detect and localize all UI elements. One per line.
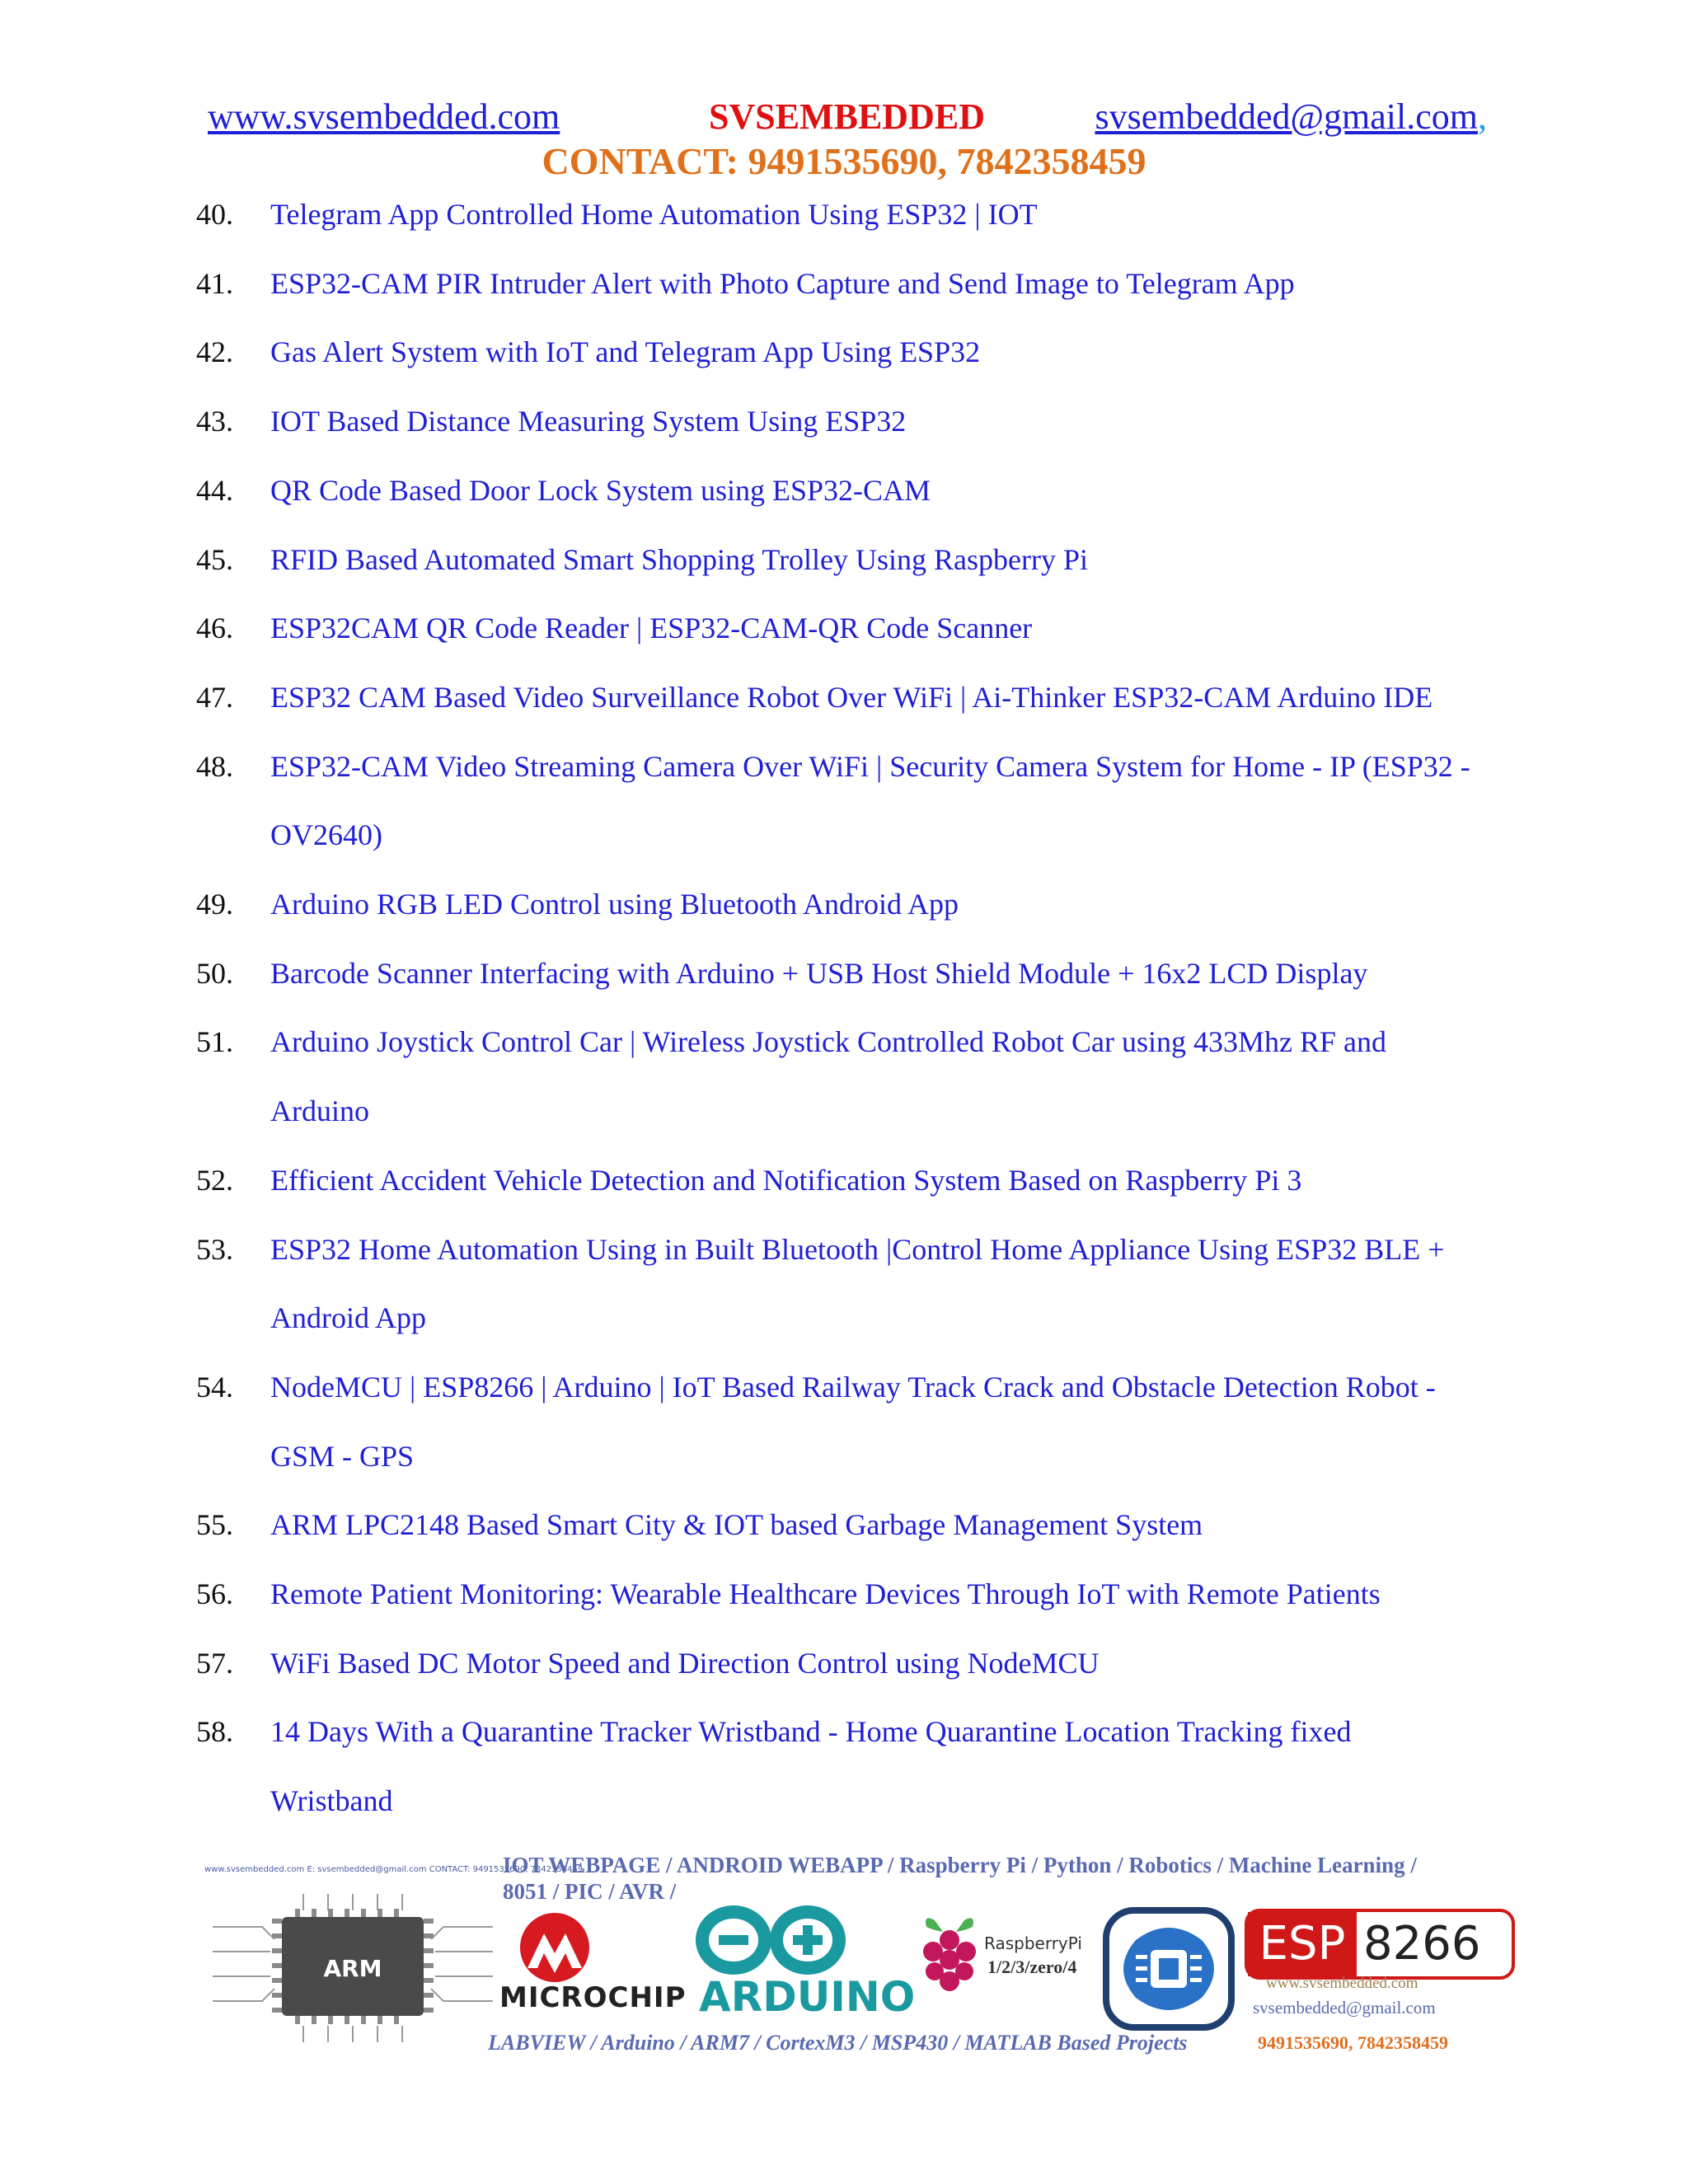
microchip-logo-icon [509,1910,600,1985]
banner-projects-line: LABVIEW / Arduino / ARM7 / CortexM3 / MSP430 / MATLAB Based Projects [488,2031,1188,2055]
list-item-title[interactable]: QR Code Based Door Lock System using ESP32-CAM [270,474,931,507]
arduino-logo-icon [692,1904,849,1976]
list-item [0,1017,1688,1066]
list-item [0,466,1688,515]
list-item-title[interactable]: Arduino RGB LED Control using Bluetooth Android App [270,888,959,921]
list-item-number: 57. [196,1647,233,1680]
list-item-number: 40. [196,198,233,231]
contact-line: CONTACT: 9491535690, 7842358459 [542,140,1146,182]
list-item-continuation [0,1432,1688,1481]
list-item-title[interactable]: Efficient Accident Vehicle Detection and Notification System Based on Raspberry Pi 3 [270,1164,1302,1197]
list-item-title[interactable]: Barcode Scanner Interfacing with Arduino + USB Host Shield Module + 16x2 LCD Display [270,957,1368,990]
list-item-title[interactable]: ESP32CAM QR Code Reader | ESP32-CAM-QR Code Scanner [270,612,1033,644]
esp-model-label: 8266 [1363,1917,1481,1971]
list-item [0,879,1688,929]
list-item-title[interactable]: RFID Based Automated Smart Shopping Trolley Using Raspberry Pi [270,543,1089,576]
list-item [0,535,1688,584]
list-item [0,949,1688,998]
list-item-title[interactable]: 14 Days With a Quarantine Tracker Wristband - Home Quarantine Location Tracking fixed [270,1715,1352,1748]
esp-label: ESP [1248,1912,1357,1976]
website-link[interactable]: www.svsembedded.com [208,96,560,137]
list-item [0,396,1688,446]
list-item-continuation [0,1293,1688,1343]
list-item [0,1225,1688,1274]
email-text[interactable]: svsembedded@gmail.com [1095,96,1478,137]
list-item [0,742,1688,791]
list-item-number: 41. [196,267,233,300]
raspberry-pi-versions: 1/2/3/zero/4 [987,1957,1077,1977]
list-item [0,603,1688,653]
list-item [0,259,1688,308]
banner-email: svsembedded@gmail.com [1253,1998,1436,2018]
list-item-title[interactable]: Android App [270,1301,426,1334]
list-item-number: 51. [196,1025,233,1058]
raspberry-pi-logo-icon [915,1910,984,1996]
list-item-continuation [0,1776,1688,1825]
list-item [0,1569,1688,1619]
list-item-number: 42. [196,335,233,368]
banner-website: www.svsembedded.com [1266,1975,1418,1992]
list-item-number: 56. [196,1577,233,1610]
list-item-number: 43. [196,405,233,438]
list-item-title[interactable]: ARM LPC2148 Based Smart City & IOT based Garbage Management System [270,1508,1203,1541]
list-item-number: 58. [196,1715,233,1748]
list-item [0,1362,1688,1412]
list-item [0,673,1688,722]
list-item-number: 44. [196,474,233,507]
list-item [0,327,1688,377]
list-item-title[interactable]: OV2640) [270,818,382,851]
email-suffix: , [1478,96,1487,137]
list-item-title[interactable]: Remote Patient Monitoring: Wearable Healthcare Devices Through IoT with Remote Patients [270,1577,1381,1610]
list-item-number: 54. [196,1371,233,1404]
email-link[interactable] [1095,92,1487,142]
list-item [0,190,1688,239]
page-header [208,92,1487,142]
footer-banner [204,1853,1507,2059]
raspberry-pi-label: RaspberryPi [984,1933,1082,1953]
list-item [0,1638,1688,1688]
esp8266-badge [1245,1909,1515,1980]
list-item-number: 49. [196,888,233,921]
list-item-number: 52. [196,1164,233,1197]
list-item-title[interactable]: ESP32-CAM Video Streaming Camera Over WiFi | Security Camera System for Home - IP (ESP32 - [270,750,1470,783]
list-item-title[interactable]: IOT Based Distance Measuring System Using ESP32 [270,405,907,438]
list-item-title[interactable]: Arduino Joystick Control Car | Wireless Joystick Controlled Robot Car using 433Mhz RF and [270,1025,1387,1058]
list-item-title[interactable]: GSM - GPS [270,1440,415,1473]
list-item [0,1155,1688,1205]
list-item-title[interactable]: Arduino [270,1094,369,1127]
list-item [0,1707,1688,1756]
banner-topics-line2: 8051 / PIC / AVR / [503,1879,677,1904]
list-item-number: 47. [196,681,233,714]
banner-small-text: www.svsembedded.com E: svsembedded@gmail.com CONTACT: 9491535690, 7842358459 [204,1865,584,1874]
list-item-title[interactable]: ESP32 CAM Based Video Surveillance Robot Over WiFi | Ai-Thinker ESP32-CAM Arduino IDE [270,681,1433,714]
banner-phones: 9491535690, 7842358459 [1258,2032,1448,2053]
arm-label: ARM [323,1955,382,1982]
list-item-title[interactable]: Gas Alert System with IoT and Telegram App Using ESP32 [270,335,981,368]
list-item-number: 46. [196,612,233,644]
list-item-number: 48. [196,750,233,783]
list-item-title[interactable]: NodeMCU | ESP8266 | Arduino | IoT Based Railway Track Crack and Obstacle Detection Robot - [270,1371,1436,1404]
arduino-label: ARDUINO [699,1973,916,2021]
list-item-title[interactable]: Wristband [270,1784,393,1817]
list-item-title[interactable]: ESP32 Home Automation Using in Built Bluetooth |Control Home Appliance Using ESP32 BLE + [270,1233,1445,1266]
list-item [0,1500,1688,1549]
list-item-number: 45. [196,543,233,576]
nodemcu-logo-icon [1103,1907,1235,2031]
list-item-title[interactable]: ESP32-CAM PIR Intruder Alert with Photo Capture and Send Image to Telegram App [270,267,1295,300]
list-item-number: 53. [196,1233,233,1266]
microchip-label: MICROCHIP [499,1981,687,2014]
list-item-continuation [0,1086,1688,1136]
banner-topics-line1: IOT WEBPAGE / ANDROID WEBAPP / Raspberry Pi / Python / Robotics / Machine Learning / [503,1853,1417,1877]
list-item-number: 55. [196,1508,233,1541]
brand-name: SVSEMBEDDED [709,96,985,137]
list-item-number: 50. [196,957,233,990]
list-item-title[interactable]: Telegram App Controlled Home Automation Using ESP32 | IOT [270,198,1038,231]
list-item-continuation [0,810,1688,860]
arm-chip-icon [213,1894,493,2042]
list-item-title[interactable]: WiFi Based DC Motor Speed and Direction Control using NodeMCU [270,1647,1100,1680]
